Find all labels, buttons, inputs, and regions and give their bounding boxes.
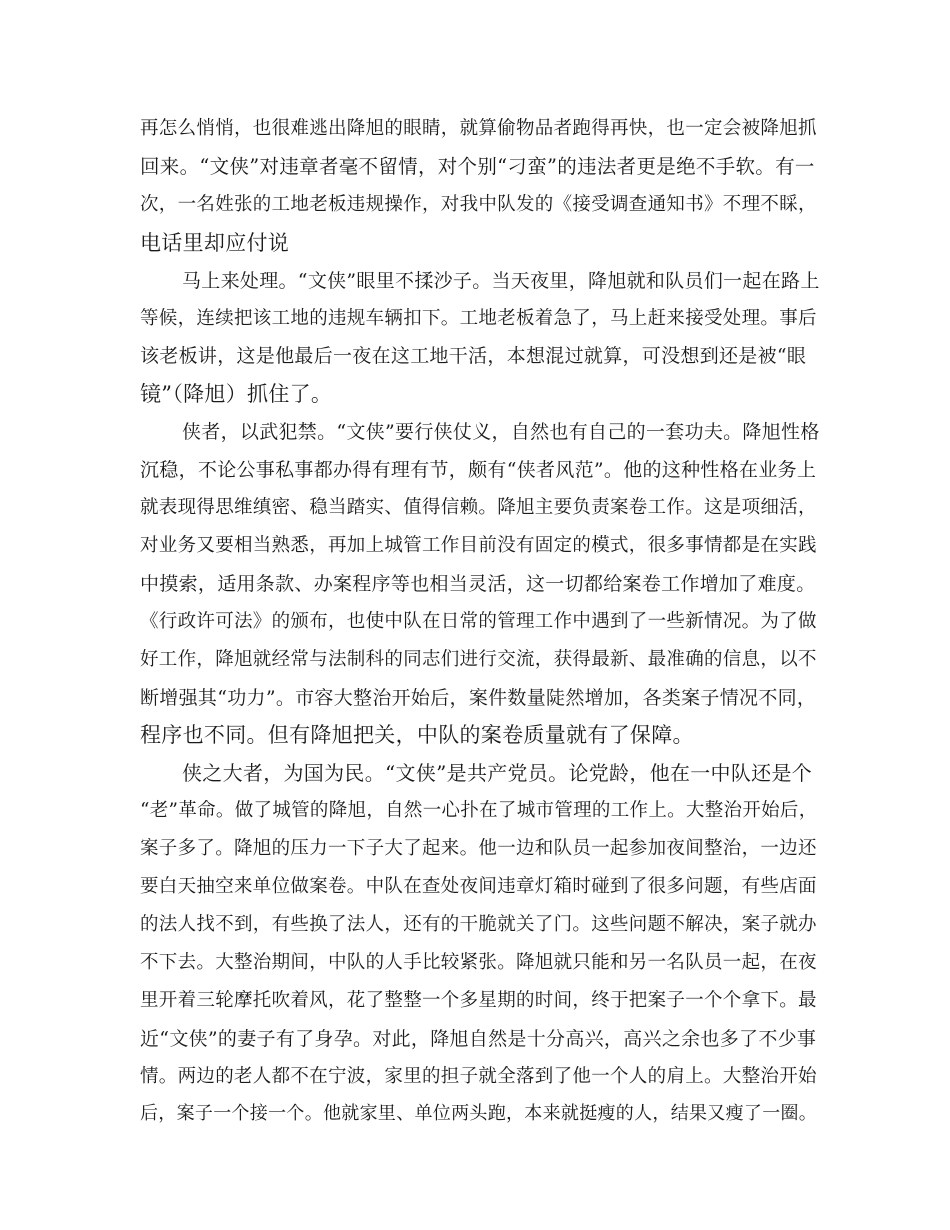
paragraph-3-line-1: 侠者，以武犯禁。“文侠”要行侠仗义，自然也有自己的一套功夫。降旭性格 <box>182 421 820 443</box>
paragraph-2-line-2: 等候，连续把该工地的违规车辆扣下。工地老板着急了，马上赶来接受处理。事后 <box>140 308 817 329</box>
paragraph-3-line-6: 《行政许可法》的颁布，也使中队在日常的管理工作中遇到了一些新情况。为了做 <box>140 611 817 632</box>
paragraph-4-line-3: 案子多了。降旭的压力一下子大了起来。他一边和队员一起参加夜间整治，一边还 <box>140 838 817 859</box>
paragraph-3-line-7: 好工作，降旭就经常与法制科的同志们进行交流，获得最新、最准确的信息，以不 <box>140 649 817 670</box>
paragraph-4-line-6: 不下去。大整治期间，中队的人手比较紧张。降旭就只能和另一名队员一起，在夜 <box>140 952 817 973</box>
paragraph-2-line-4: 镜”（降旭）抓住了。 <box>140 382 333 406</box>
paragraph-4-line-1: 侠之大者，为国为民。“文侠”是共产党员。论党龄，他在一中队还是个 <box>182 761 813 785</box>
paragraph-2-line-3: 该老板讲，这是他最后一夜在这工地干活，本想混过就算，可没想到还是被“眼 <box>140 345 807 367</box>
paragraph-3-line-4: 对业务又要相当熟悉，再加上城管工作目前没有固定的模式，很多事情都是在实践 <box>140 535 817 556</box>
paragraph-3-line-5: 中摸索，适用条款、办案程序等也相当灵活，这一切都给案卷工作增加了难度。 <box>140 573 816 595</box>
paragraph-3-line-9: 程序也不同。但有降旭把关，中队的案卷质量就有了保障。 <box>140 723 694 747</box>
paragraph-4-line-4: 要白天抽空来单位做案卷。中队在查处夜间违章灯箱时碰到了很多问题，有些店面 <box>140 876 817 897</box>
paragraph-4-line-2: “老”革命。做了城管的降旭，自然一心扑在了城市管理的工作上。大整治开始后， <box>140 800 818 821</box>
paragraph-2-line-1: 马上来处理。“文侠”眼里不揉沙子。当天夜里，降旭就和队员们一起在路上 <box>182 270 820 292</box>
paragraph-4-line-10: 后，案子一个接一个。他就家里、单位两头跑，本来就挺瘦的人，结果又瘦了一圈。 <box>140 1103 818 1124</box>
paragraph-4-line-7: 里开着三轮摩托吹着风，花了整整一个多星期的时间，终于把案子一个个拿下。最 <box>140 990 817 1011</box>
paragraph-3-line-2: 沉稳，不论公事私事都办得有理有节，颇有“侠者风范”。他的这种性格在业务上 <box>140 459 817 481</box>
paragraph-4-line-8: 近“文侠”的妻子有了身孕。对此，降旭自然是十分高兴，高兴之余也多了不少事 <box>140 1028 817 1050</box>
paragraph-1-line-1: 再怎么悄悄，也很难逃出降旭的眼睛，就算偷物品者跑得再快，也一定会被降旭抓 <box>140 118 817 139</box>
paragraph-3-line-8: 断增强其“功力”。市容大整治开始后，案件数量陡然增加，各类案子情况不同， <box>140 687 817 709</box>
paragraph-4-line-9: 情。两边的老人都不在宁波，家里的担子就全落到了他一个人的肩上。大整治开始 <box>140 1066 817 1087</box>
paragraph-1-line-3: 次，一名姓张的工地老板违规操作，对我中队发的《接受调查通知书》不理不睬， <box>140 194 817 215</box>
paragraph-4-line-5: 的法人找不到，有些换了法人，还有的干脆就关了门。这些问题不解决，案子就办 <box>140 914 817 935</box>
paragraph-1-line-4: 电话里却应付说 <box>140 231 290 255</box>
paragraph-1-line-2: 回来。“文侠”对违章者毫不留情，对个别“刁蛮”的违法者更是绝不手软。有一 <box>140 155 815 178</box>
paragraph-3-line-3: 就表现得思维缜密、稳当踏实、值得信赖。降旭主要负责案卷工作。这是项细活， <box>140 497 817 518</box>
